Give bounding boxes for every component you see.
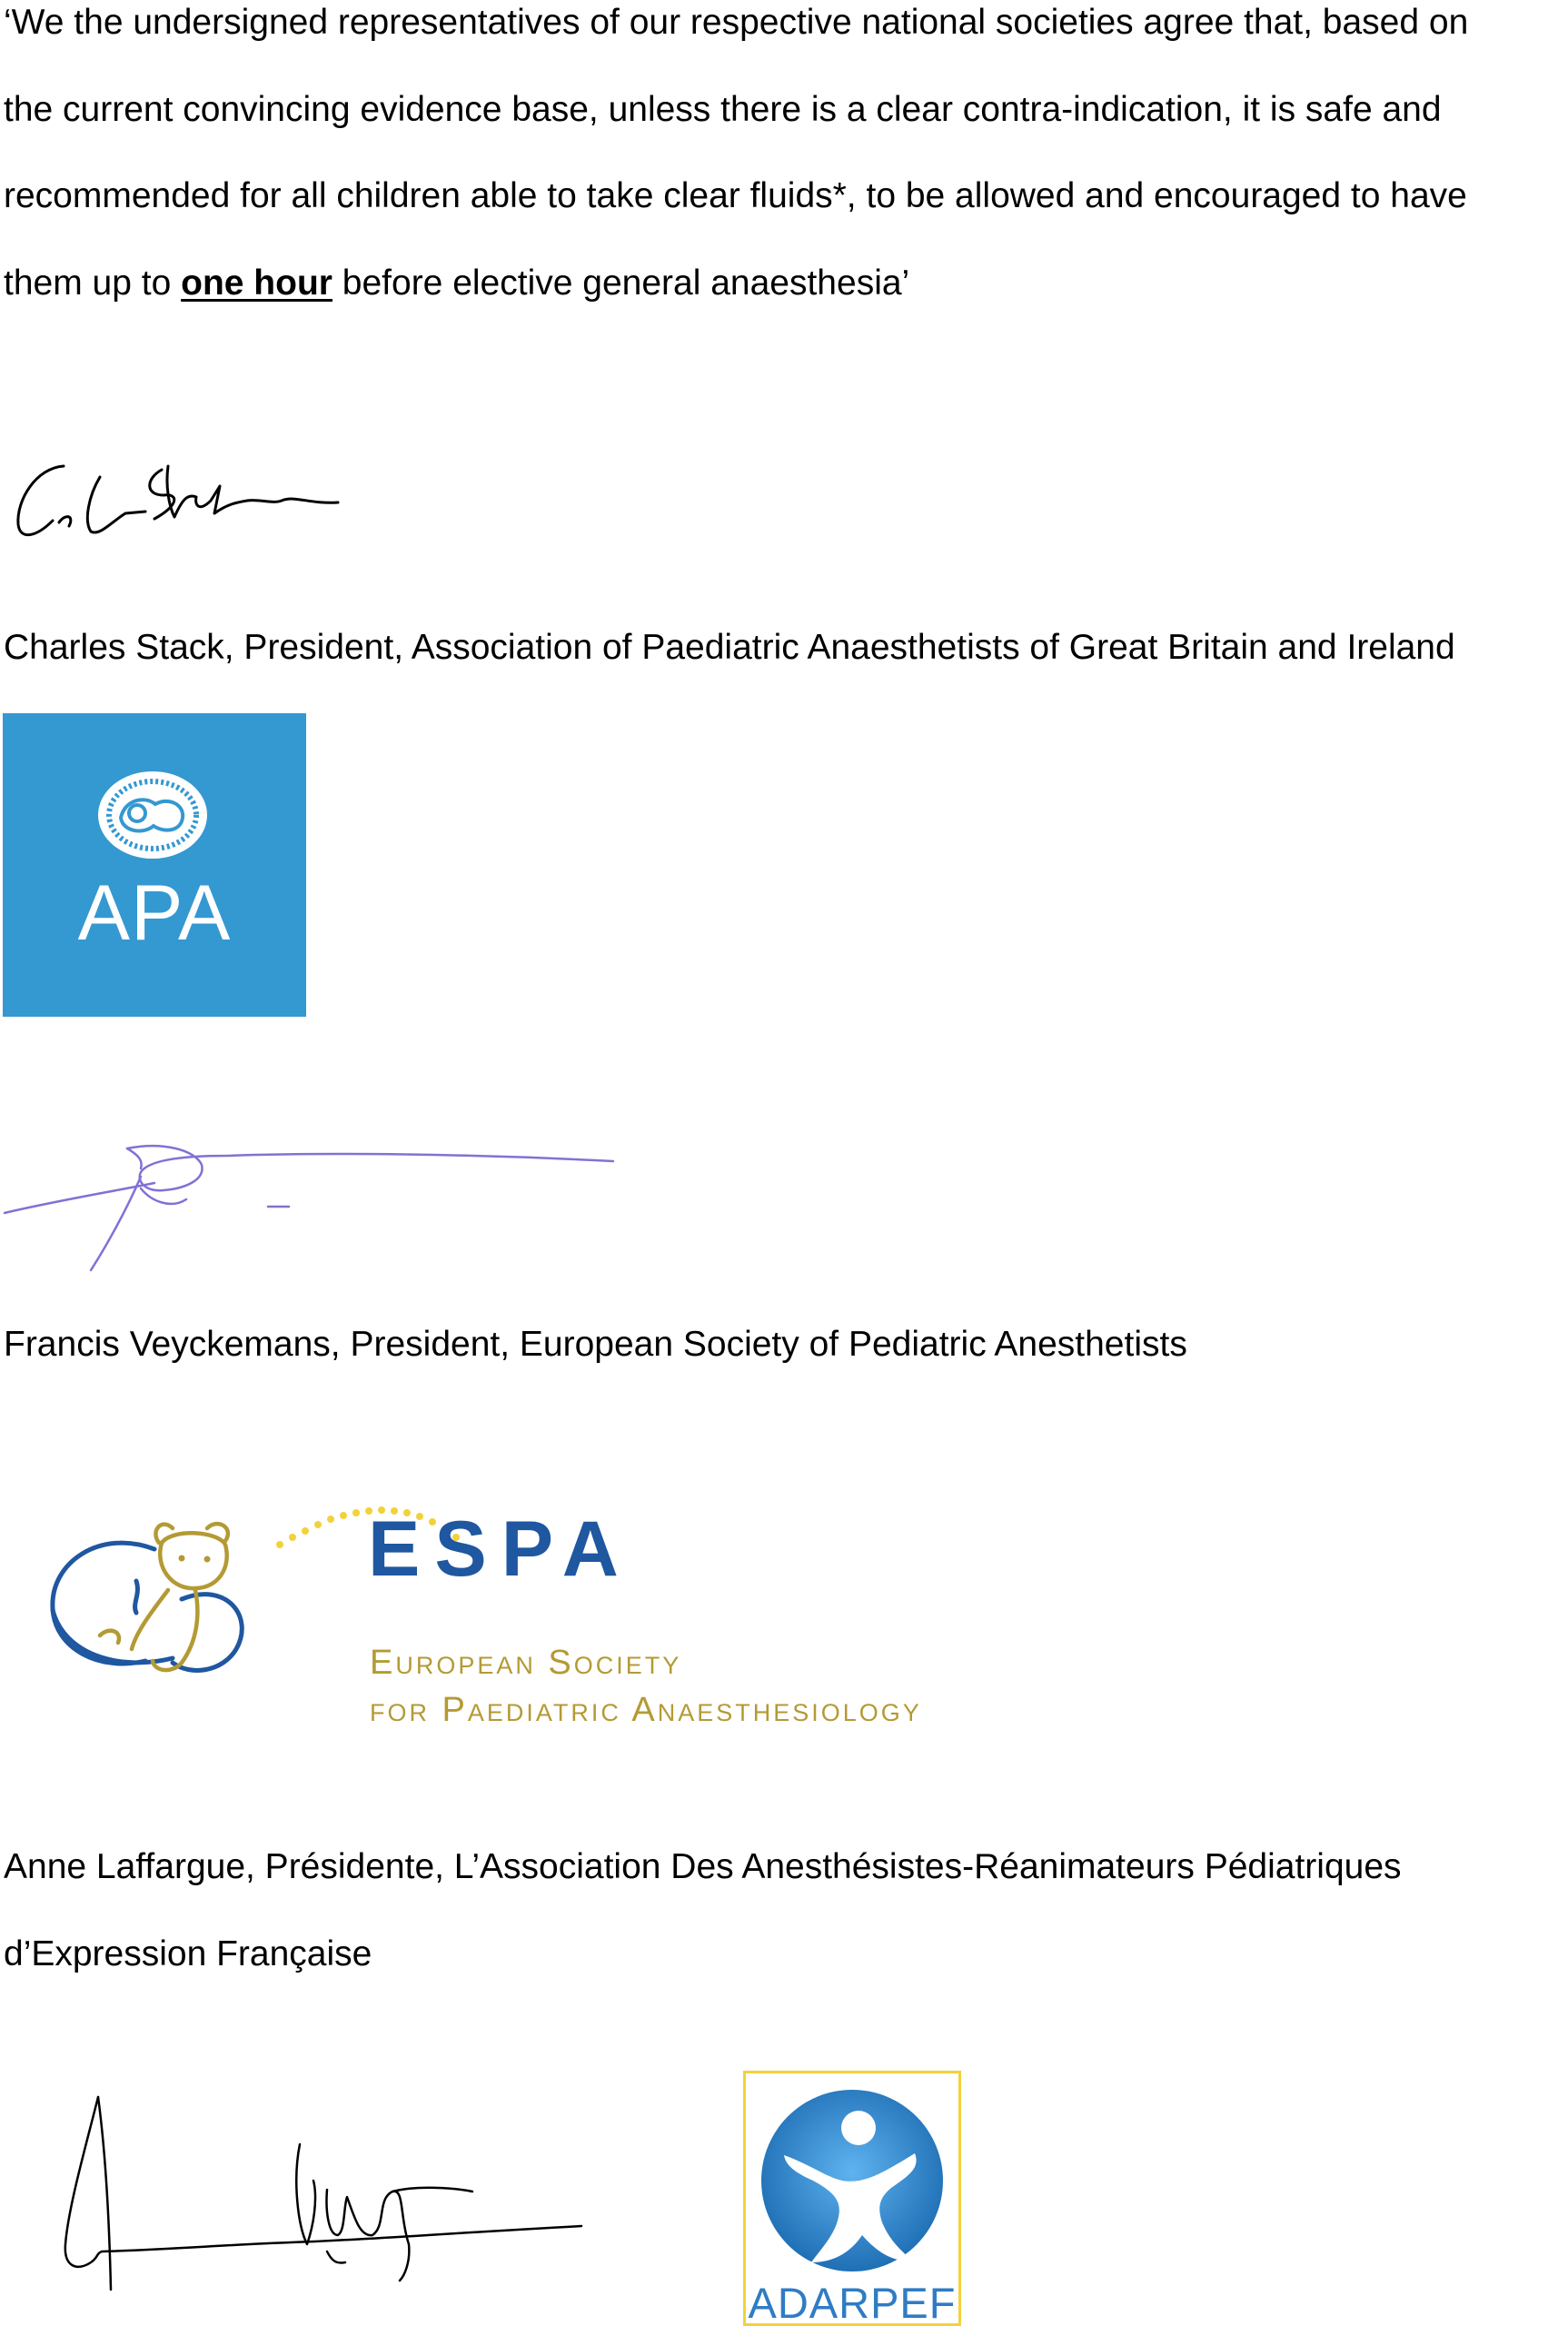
apa-baby-emblem-icon bbox=[94, 768, 212, 868]
signatory-anne-laffargue-line-2: d’Expression Française bbox=[4, 1934, 372, 1973]
signatory-charles-stack: Charles Stack, President, Association of Paediatric Anaesthetists of Great Britain and Ireland bbox=[4, 628, 1455, 667]
statement-line-1: ‘We the undersigned representatives of our respective national societies agree that, based on bbox=[4, 3, 1469, 42]
espa-logo-subtitle-2: for Paediatric Anaesthesiology bbox=[370, 1691, 922, 1729]
adarpef-logo bbox=[743, 2071, 961, 2326]
statement-line-2: the current convincing evidence base, unless there is a clear contra-indication, it is safe and bbox=[4, 90, 1442, 129]
signature-francis-veyckemans bbox=[0, 1108, 636, 1272]
espa-logo-subtitle-1: European Society bbox=[370, 1644, 682, 1682]
signatory-anne-laffargue-line-1: Anne Laffargue, Présidente, L’Association Des Anesthésistes-Réanimateurs Pédiatriques bbox=[4, 1847, 1402, 1886]
statement-line-3: recommended for all children able to take clear fluids*, to be allowed and encouraged to have bbox=[4, 176, 1467, 215]
adarpef-child-figure-icon bbox=[755, 2090, 949, 2271]
statement-line-4 bbox=[4, 240, 909, 327]
adarpef-logo-text: ADARPEF bbox=[748, 2279, 957, 2326]
signatory-francis-veyckemans: Francis Veyckemans, President, European Society of Pediatric Anesthetists bbox=[4, 1325, 1187, 1364]
statement-line-4-end: before elective general anaesthesia’ bbox=[332, 263, 910, 303]
signature-charles-stack bbox=[9, 450, 345, 550]
apa-logo bbox=[3, 713, 306, 1017]
statement-line-4-start: them up to bbox=[4, 263, 182, 303]
signature-anne-laffargue bbox=[55, 2090, 600, 2299]
one-hour-emphasis: one hour bbox=[181, 263, 332, 303]
espa-logo-title: ESPA bbox=[368, 1506, 633, 1593]
apa-logo-text: APA bbox=[77, 870, 232, 957]
